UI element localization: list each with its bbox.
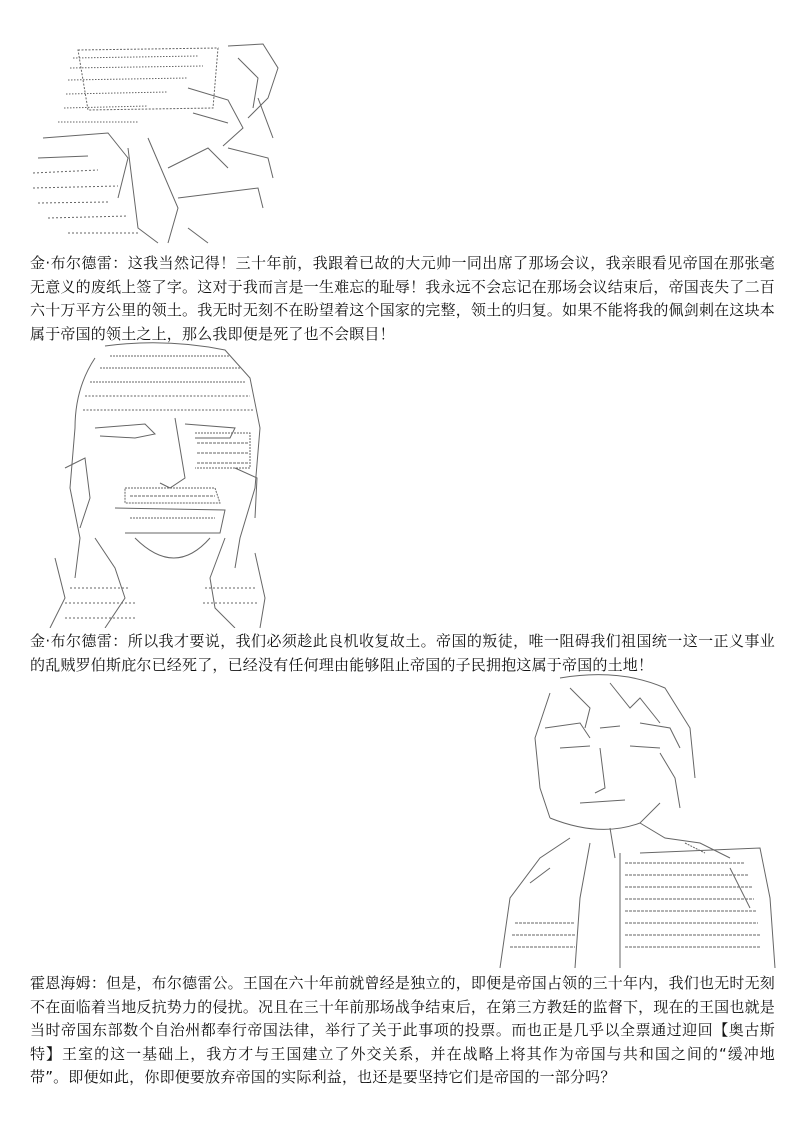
dialogue-3 — [30, 972, 775, 1090]
dialogue-text: 所以我才要说，我们必须趁此良机收复故土。帝国的叛徒，唯一阻碍我们祖国统一这一正义事业的乱贼罗伯斯庇尔已经死了，已经没有任何理由能够阻止帝国的子民拥抱这属于帝国的土地！ — [30, 632, 776, 674]
ascii-art-bearded-face — [35, 338, 270, 628]
speaker-name: 金·布尔德雷 — [30, 254, 113, 272]
speaker-separator: ： — [112, 632, 128, 650]
speaker-separator: ： — [112, 254, 128, 272]
dialogue-1 — [30, 252, 775, 346]
ascii-art-young-man — [490, 668, 780, 968]
speaker-separator: ： — [90, 974, 107, 992]
dialogue-text: 但是，布尔德雷公。王国在六十年前就曾经是独立的，即便是帝国占领的三十年内，我们也无时无刻不在面临着当地反抗势力的侵扰。况且在三十年前那场战争结束后，在第三方教廷的监督下，现在的王国也就是当时帝国东部数个自治州都奉行帝国法律，举行了关于此事项的投票。而也正是几乎以全票通过迎回【奥古斯特】王室的这一基础上，我方才与王国建立了外交关系，并在战略上将其作为帝国与共和国之间的“缓冲地带”。即便如此，你即便要放弃帝国的实际利益，也还是要坚持它们是帝国的一部分吗？ — [30, 974, 776, 1086]
ascii-art-cloaked-figure — [28, 38, 298, 248]
speaker-name: 霍恩海姆 — [30, 974, 91, 992]
speaker-name: 金·布尔德雷 — [30, 632, 113, 650]
dialogue-text: 这我当然记得！三十年前，我跟着已故的大元帅一同出席了那场会议，我亲眼看见帝国在那张毫无意义的废纸上签了字。这对于我而言是一生难忘的耻辱！我永远不会忘记在那场会议结束后，帝国丧失了二百六十万平方公里的领土。我无时无刻不在盼望着这个国家的完整，领土的归复。如果不能将我的佩剑刺在这块本属于帝国的领土之上，那么我即便是死了也不会瞑目！ — [30, 254, 776, 343]
